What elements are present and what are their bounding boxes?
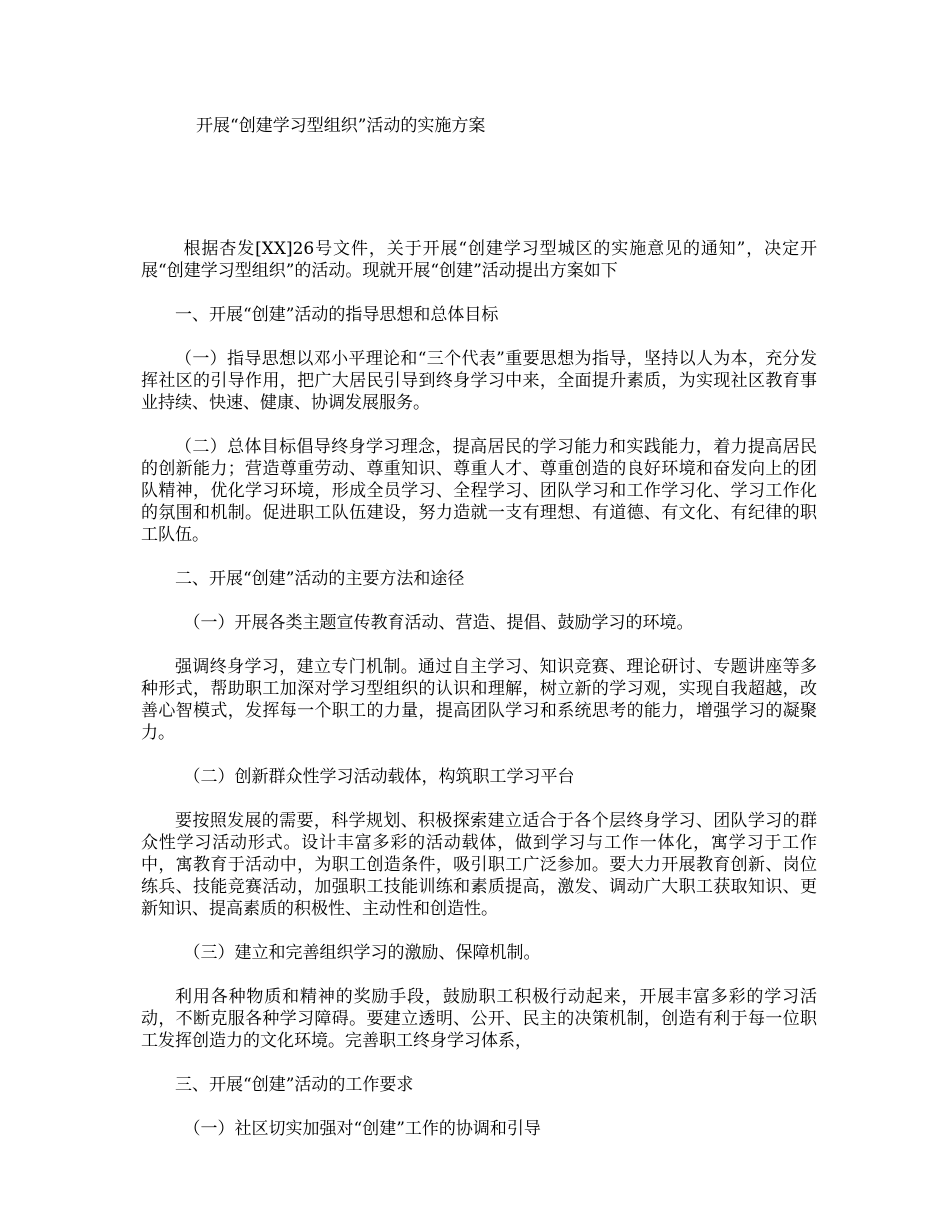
paragraph-learning-platform: 要按照发展的需要，科学规划、积极探索建立适合于各个层终身学习、团队学习的群众性学习活动形式。设计丰富多彩的活动载体，做到学习与工作一体化，寓学习于工作中，寓教育于活动中，为职工创造条件，吸引职工广泛参加。要大力开展教育创新、岗位练兵、技能竞赛活动，加强职工技能训练和素质提高，激发、调动广大职工获取知识、更新知识、提高素质的积极性、主动性和创造性。 bbox=[141, 811, 817, 919]
subheading-3-1: （一）社区切实加强对“创建”工作的协调和引导 bbox=[183, 1119, 541, 1139]
paragraph-guiding-ideology: （一）指导思想以邓小平理论和“三个代表”重要思想为指导，坚持以人为本，充分发挥社区的引导作用，把广大居民引导到终身学习中来，全面提升素质，为实现社区教育事业持续、快速、健康、协调发展服务。 bbox=[141, 349, 817, 413]
intro-paragraph: 根据杏发[XX]26号文件，关于开展“创建学习型城区的实施意见的通知”，决定开展“创建学习型组织”的活动。现就开展“创建”活动提出方案如下 bbox=[141, 239, 817, 281]
subheading-2-3: （三）建立和完善组织学习的激励、保障机制。 bbox=[183, 943, 541, 963]
document-title: 开展“创建学习型组织”活动的实施方案 bbox=[196, 116, 486, 136]
subheading-2-1: （一）开展各类主题宣传教育活动、营造、提倡、鼓励学习的环境。 bbox=[183, 613, 694, 633]
subheading-2-2: （二）创新群众性学习活动载体，构筑职工学习平台 bbox=[183, 767, 575, 787]
paragraph-incentive-mechanism: 利用各种物质和精神的奖励手段，鼓励职工积极行动起来，开展丰富多彩的学习活动，不断克服各种学习障碍。要建立透明、公开、民主的决策机制，创造有利于每一位职工发挥创造力的文化环境。完善职工终身学习体系， bbox=[141, 987, 817, 1051]
document-body bbox=[141, 238, 817, 1162]
section-heading-2: 二、开展“创建”活动的主要方法和途径 bbox=[175, 569, 465, 589]
paragraph-lifelong-learning: 强调终身学习，建立专门机制。通过自主学习、知识竞赛、理论研讨、专题讲座等多种形式，帮助职工加深对学习型组织的认识和理解，树立新的学习观，实现自我超越，改善心智模式，发挥每一个职工的力量，提高团队学习和系统思考的能力，增强学习的凝聚力。 bbox=[141, 657, 817, 743]
paragraph-overall-goal: （二）总体目标倡导终身学习理念，提高居民的学习能力和实践能力，着力提高居民的创新能力；营造尊重劳动、尊重知识、尊重人才、尊重创造的良好环境和奋发向上的团队精神，优化学习环境，形成全员学习、全程学习、团队学习和工作学习化、学习工作化的氛围和机制。促进职工队伍建设，努力造就一支有理想、有道德、有文化、有纪律的职工队伍。 bbox=[141, 437, 817, 545]
section-heading-3: 三、开展“创建”活动的工作要求 bbox=[175, 1075, 414, 1095]
section-heading-1: 一、开展“创建”活动的指导思想和总体目标 bbox=[175, 305, 499, 325]
